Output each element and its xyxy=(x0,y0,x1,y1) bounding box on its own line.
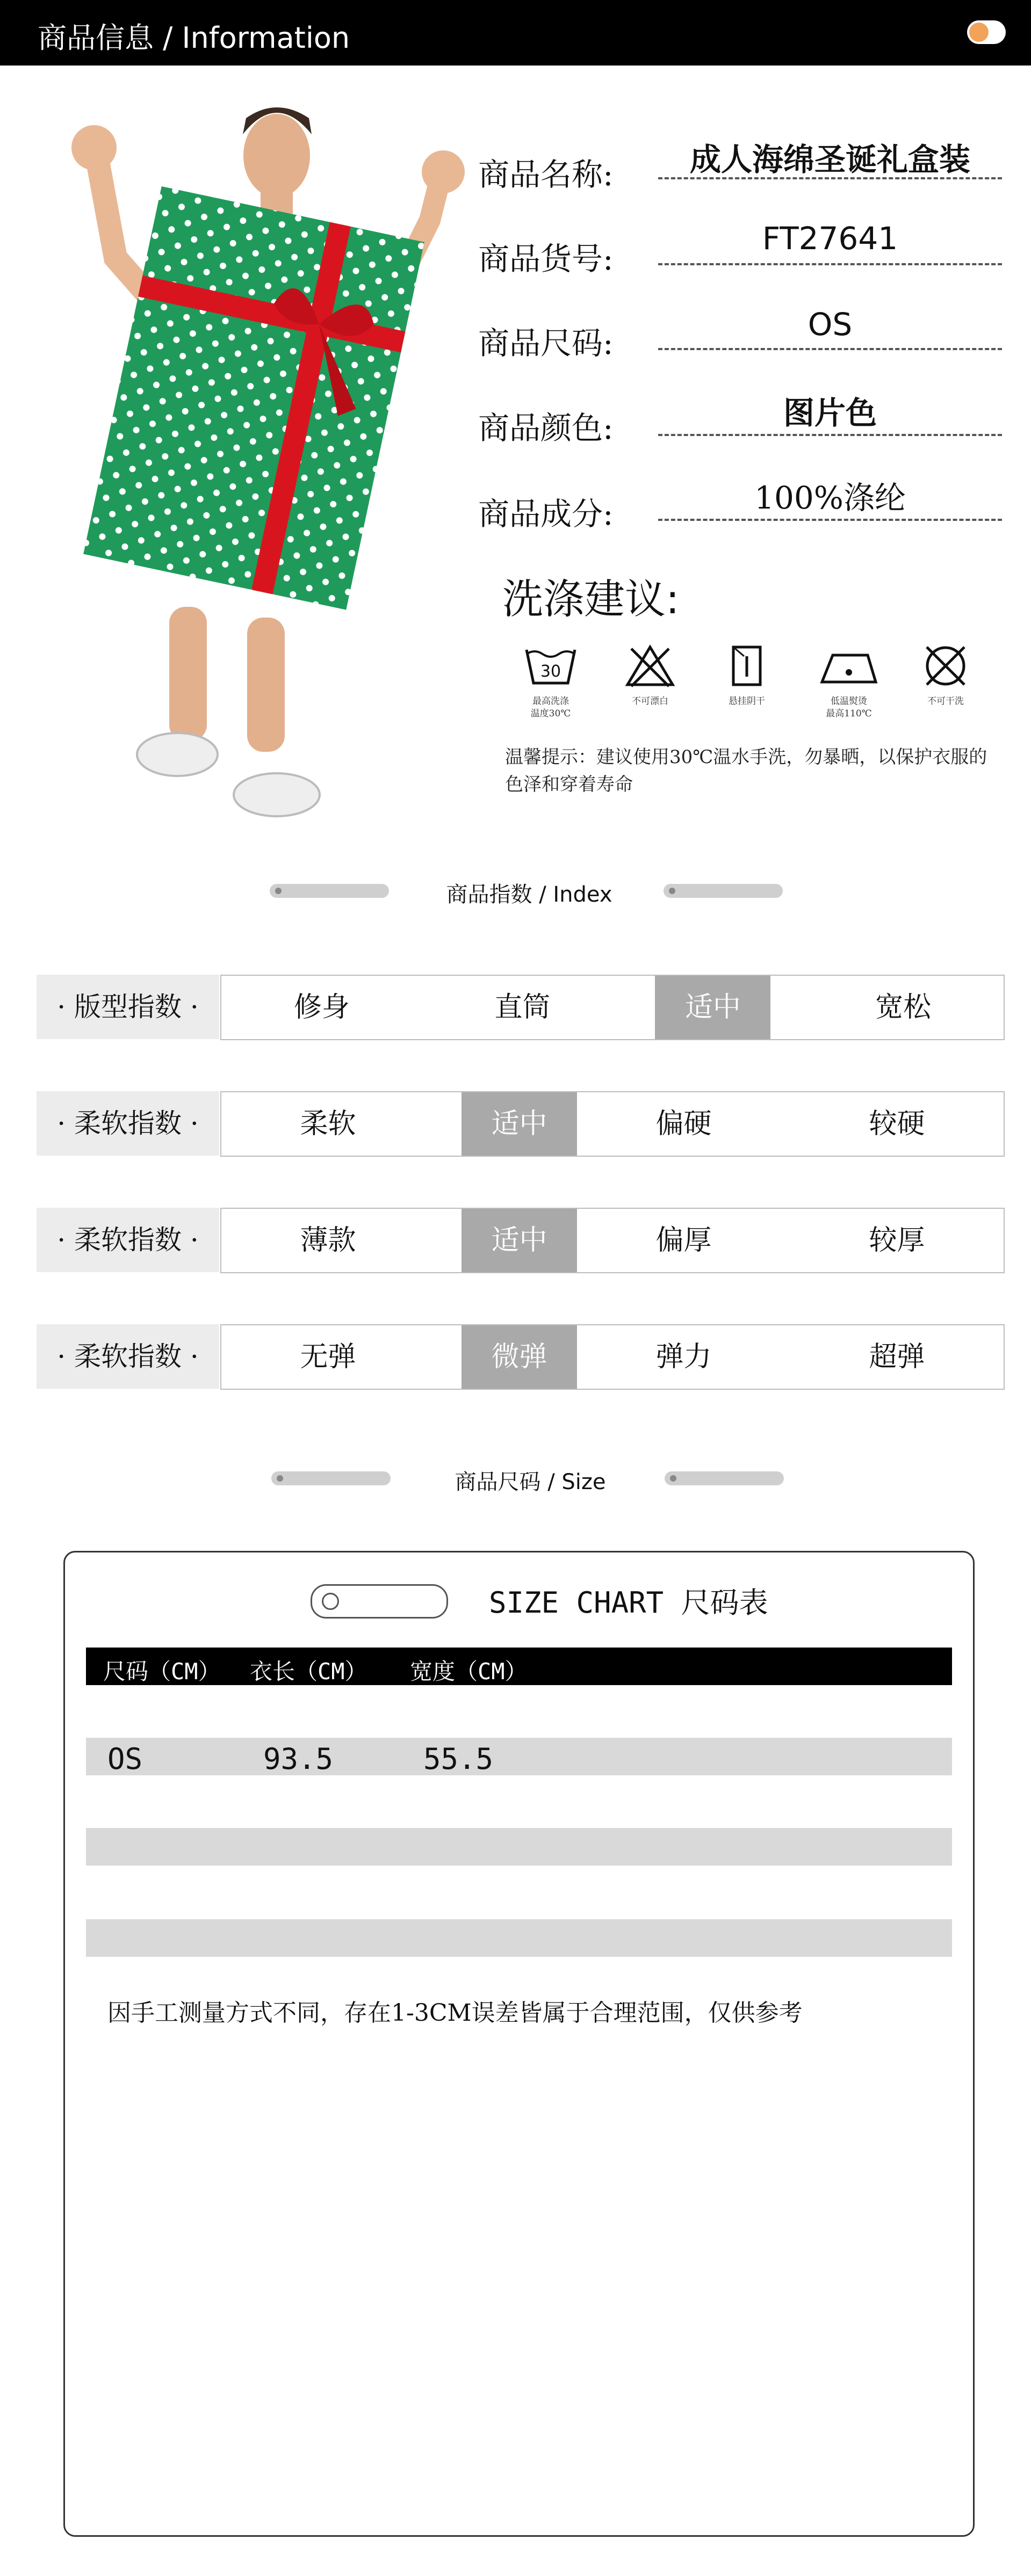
index-option-selected[interactable]: 适中 xyxy=(655,976,770,1039)
info-label-material: 商品成分: xyxy=(478,496,614,532)
index-option[interactable]: 较硬 xyxy=(869,1108,925,1140)
dotted-underline xyxy=(658,348,1002,350)
header-width: 宽度（CM） xyxy=(410,1658,528,1685)
wash-caption: 最高洗涤 xyxy=(532,696,569,707)
no-tumble-dry-icon xyxy=(913,644,978,690)
index-option[interactable]: 修身 xyxy=(293,991,350,1024)
index-option-selected[interactable]: 适中 xyxy=(462,1209,577,1272)
index-label-fit: · 版型指数 · xyxy=(37,975,219,1039)
index-options-softness xyxy=(220,1091,1005,1157)
index-section-title: 商品指数 / Index xyxy=(446,882,612,907)
index-label-elasticity: · 柔软指数 · xyxy=(37,1324,219,1389)
gift-box-costume-illustration xyxy=(32,97,473,827)
info-value-material: 100%涤纶 xyxy=(754,480,906,516)
index-option[interactable]: 柔软 xyxy=(300,1108,356,1140)
index-option[interactable]: 较厚 xyxy=(869,1224,925,1257)
wash-caption: 悬挂阴干 xyxy=(729,696,765,707)
info-label-name: 商品名称: xyxy=(478,156,614,193)
dotted-underline xyxy=(658,177,1002,179)
index-option-selected[interactable]: 适中 xyxy=(462,1092,577,1156)
index-option[interactable]: 弹力 xyxy=(655,1341,712,1373)
wash-caption: 低温熨烫 xyxy=(831,696,867,707)
info-label-size: 商品尺码: xyxy=(478,325,614,361)
index-options-thickness xyxy=(220,1208,1005,1273)
table-row xyxy=(86,1919,952,1957)
size-section-title: 商品尺码 / Size xyxy=(455,1470,606,1494)
product-photo xyxy=(32,97,473,827)
toggle-knob xyxy=(969,23,989,42)
info-value-name: 成人海绵圣诞礼盒装 xyxy=(689,141,970,178)
index-option[interactable]: 超弹 xyxy=(869,1341,925,1373)
index-option[interactable]: 偏硬 xyxy=(655,1108,712,1140)
no-bleach-icon xyxy=(618,644,682,690)
info-value-sku: FT27641 xyxy=(762,220,898,257)
index-option[interactable]: 直筒 xyxy=(494,991,551,1024)
low-iron-icon xyxy=(817,644,881,690)
header-length: 衣长（CM） xyxy=(250,1658,367,1685)
index-option[interactable]: 宽松 xyxy=(875,991,932,1024)
hang-dry-shade-icon xyxy=(715,644,779,690)
wash-30-icon xyxy=(518,644,583,690)
size-chart-header xyxy=(86,1648,952,1685)
wash-caption: 不可干洗 xyxy=(927,696,964,707)
index-options-elasticity xyxy=(220,1324,1005,1390)
size-chart-frame xyxy=(63,1551,975,2537)
divider-pill-right xyxy=(665,1471,784,1485)
washing-title: 洗涤建议: xyxy=(502,575,680,623)
dotted-underline xyxy=(658,434,1002,436)
dotted-underline xyxy=(658,519,1002,521)
cell-width: 55.5 xyxy=(423,1742,494,1776)
table-row xyxy=(86,1738,952,1775)
index-option[interactable]: 偏厚 xyxy=(655,1224,712,1257)
divider-pill-left xyxy=(271,1471,391,1485)
info-label-sku: 商品货号: xyxy=(478,241,614,277)
table-row xyxy=(86,1828,952,1866)
cell-size: OS xyxy=(107,1742,143,1776)
header-title: 商品信息 / Information xyxy=(38,21,350,55)
size-chart-title: SIZE CHART 尺码表 xyxy=(489,1586,768,1620)
wash-caption: 最高110℃ xyxy=(826,708,872,719)
wash-caption: 不可漂白 xyxy=(632,696,668,707)
wash-caption: 温度30℃ xyxy=(530,708,571,719)
index-option[interactable]: 无弹 xyxy=(300,1341,356,1373)
divider-pill-left xyxy=(270,884,389,898)
index-label-thickness: · 柔软指数 · xyxy=(37,1208,219,1272)
header-size: 尺码（CM） xyxy=(103,1658,221,1685)
care-tip: 温馨提示：建议使用30℃温水手洗，勿暴晒，以保护衣服的色泽和穿着寿命 xyxy=(505,746,987,795)
size-chart-pill-icon xyxy=(311,1584,448,1619)
index-options-fit xyxy=(220,975,1005,1040)
divider-pill-right xyxy=(664,884,783,898)
index-option-selected[interactable]: 微弹 xyxy=(462,1325,577,1389)
info-value-color: 图片色 xyxy=(783,395,877,431)
index-label-softness: · 柔软指数 · xyxy=(37,1091,219,1156)
dotted-underline xyxy=(658,263,1002,265)
theme-toggle[interactable] xyxy=(967,20,1006,44)
cell-length: 93.5 xyxy=(263,1742,334,1776)
index-option[interactable]: 薄款 xyxy=(300,1224,356,1257)
measurement-note: 因手工测量方式不同，存在1-3CM误差皆属于合理范围，仅供参考 xyxy=(107,1999,803,2027)
info-value-size: OS xyxy=(808,306,853,343)
svg-text:30: 30 xyxy=(540,662,561,681)
info-label-color: 商品颜色: xyxy=(478,410,614,446)
